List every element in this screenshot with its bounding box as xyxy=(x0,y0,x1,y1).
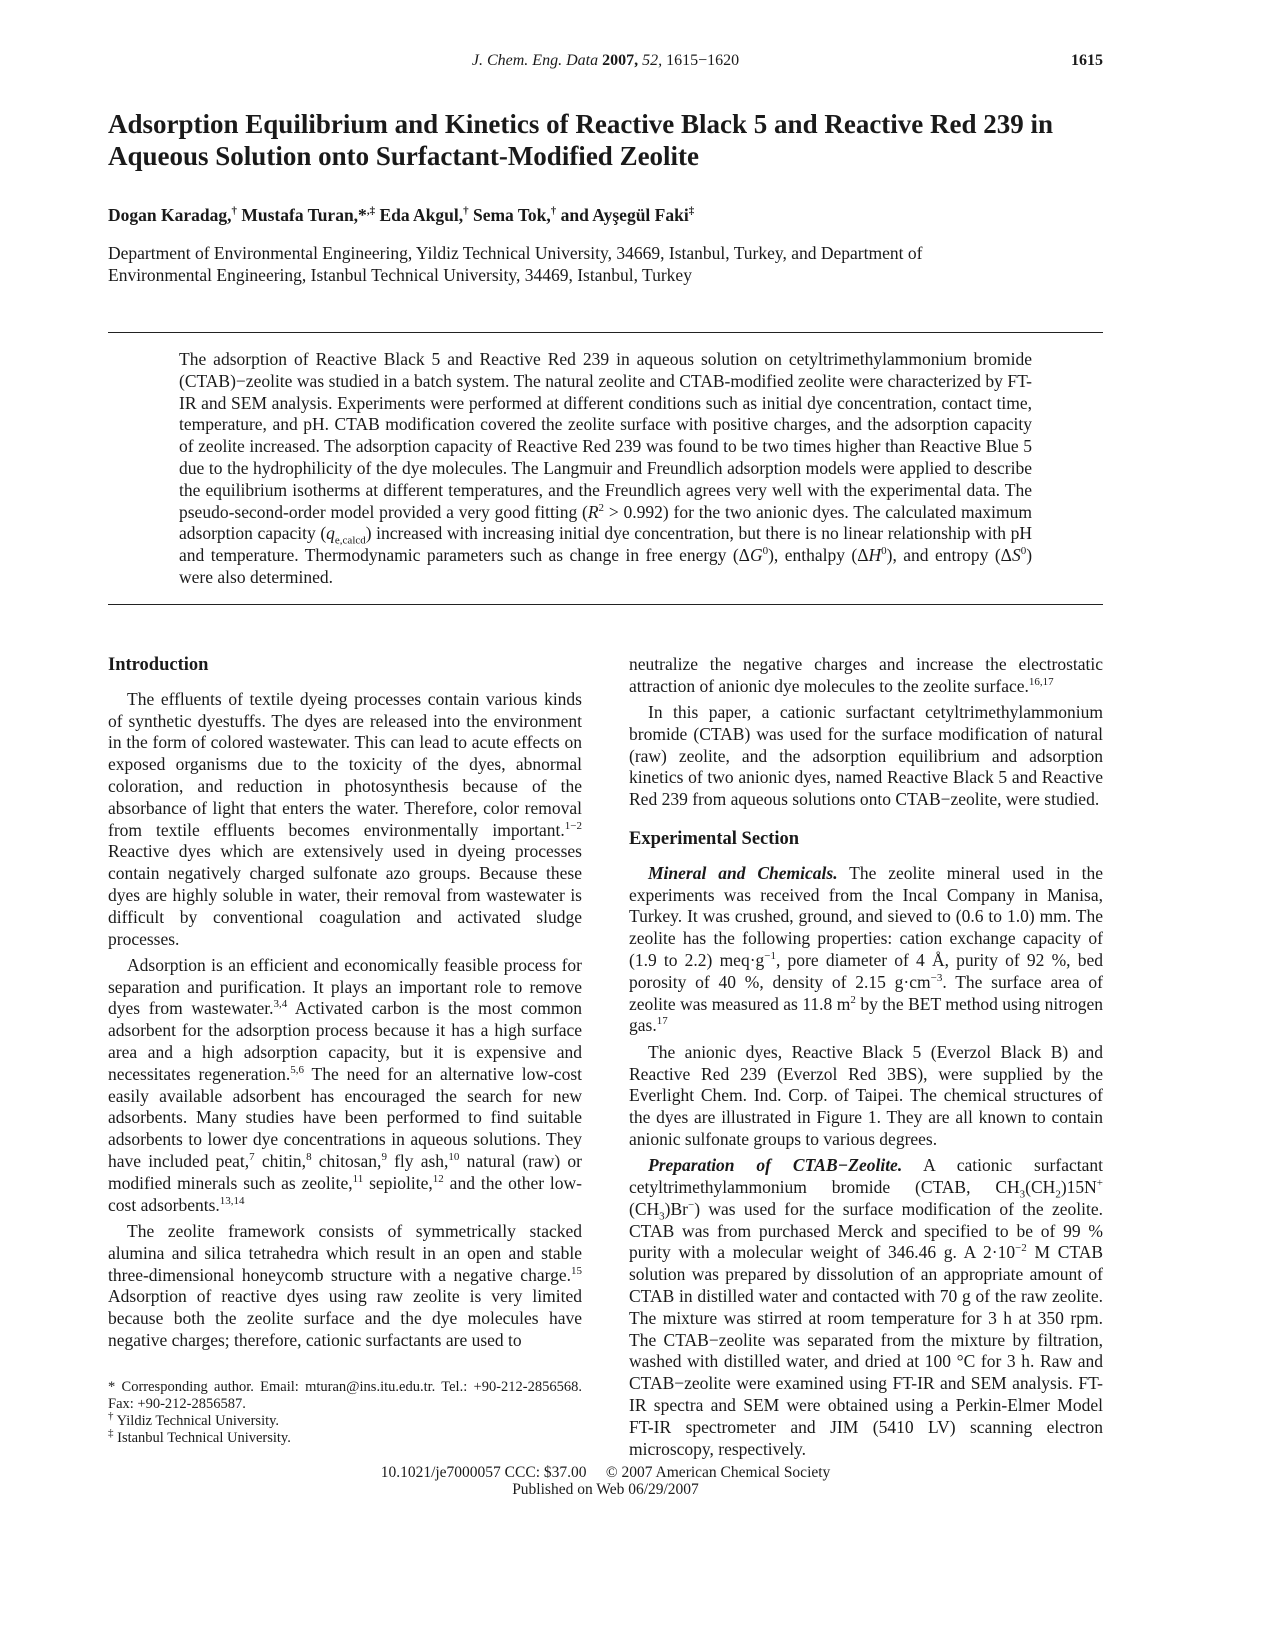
journal-name: J. Chem. Eng. Data xyxy=(471,52,599,69)
text-sup: 11 xyxy=(352,1173,364,1185)
paragraph: The effluents of textile dyeing processes contain various kinds of synthetic dyestuffs. The dyes are released into the environment in the form of colored wastewater. This can lead to acute effects on exposed organisms due to the toxicity of the dyes, abnormal coloration, and reduction in photosynthesis because of the absorbance of light that enters the water. Therefore, color removal from textile effluents becomes environmentally important.$^{1-2}$ Reactive dyes which are extensively used in dyeing processes contain negatively charged sulfonate azo groups. Because these dyes are highly soluble in water, their removal from wastewater is difficult by conventional coagulation and activated sludge processes. xyxy=(108,688,582,949)
text-i: H xyxy=(868,545,882,566)
text-sup: 0 xyxy=(762,545,769,558)
footnote-affiliation: † Yildiz Technical University. xyxy=(108,1410,280,1429)
copyright: © 2007 American Chemical Society xyxy=(605,1464,831,1481)
paragraph-lead-heading: Mineral and Chemicals. xyxy=(648,862,838,883)
published-date: Published on Web 06/29/2007 xyxy=(512,1481,699,1498)
footnote-corresponding: * Corresponding author. Email: mturan@ins.itu.edu.tr. Tel.: +90-212-2856568. Fax: +90-212-2856587. xyxy=(108,1379,582,1412)
paragraph: The zeolite framework consists of symmetrically stacked alumina and silica tetrahedra which result in an open and stable three-dimensional honeycomb structure with a negative charge.$^{15}$ Adsorption of reactive dyes using raw zeolite is very limited because both the zeolite surface and the dye molecules have negative charges; therefore, cationic surfactants are used to xyxy=(108,1220,582,1350)
text-sub: e,calcd xyxy=(334,534,366,547)
text-sup: ‡ xyxy=(108,1427,114,1440)
abstract: The adsorption of Reactive Black 5 and Reactive Red 239 in aqueous solution on cetyltrimethylammonium bromide (CTAB)−zeolite was studied in a batch system. The natural zeolite and CTAB-modified zeolite were characterized by FT-IR and SEM analysis. Experiments were performed at different conditions such as initial dye concentration, contact time, temperature, and pH. CTAB modification covered the zeolite surface with positive charges, and the adsorption capacity of zeolite increased. The adsorption capacity of Reactive Red 239 was found to be two times higher than Reactive Blue 5 due to the hydrophilicity of the dye molecules. The Langmuir and Freundlich adsorption models were applied to describe the equilibrium isotherms at different temperatures, and the Freundlich agrees very well with the experimental data. The pseudo-second-order model provided a very good fitting $(R^2 > 0.992)$ for the two anionic dyes. The calculated maximum adsorption capacity $(q_{e,calcd})$ increased with increasing initial dye concentration, but there is no linear relationship with pH and temperature. Thermodynamic parameters such as change in free energy $(\Delta G^0)$, enthalpy $(\Delta H^0)$, and entropy $(\Delta S^0)$ were also determined. xyxy=(179,349,1033,587)
paper-title: Adsorption Equilibrium and Kinetics of Reactive Black 5 and Reactive Red 239 in Aqueous Solution onto Surfactant-Modified Zeolite xyxy=(108,109,1054,171)
text-sup: 3,4 xyxy=(273,998,288,1011)
text-sup: 0 xyxy=(1020,545,1027,558)
text-sup: −2 xyxy=(1015,1242,1027,1255)
footnote-affiliation: ‡ Istanbul Technical University. xyxy=(108,1427,291,1446)
text-sup: 13,14 xyxy=(219,1194,245,1207)
running-header xyxy=(108,52,1103,70)
text-sup: −3 xyxy=(930,972,943,985)
author-list: Dogan Karadag,† Mustafa Turan,*,‡ Eda Akgul,† Sema Tok,† and Ayşegül Faki‡ xyxy=(108,205,695,225)
text-sup: 5,6 xyxy=(290,1064,305,1077)
divider xyxy=(108,604,1103,605)
paragraph: Mineral and Chemicals. The zeolite mineral used in the experiments was received from the Incal Company in Manisa, Turkey. It was crushed, ground, and sieved to (0.6 to 1.0) mm. The zeolite has the following properties: cation exchange capacity of (1.9 to 2.2) $meq\cdot g^{-1}$, pore diameter of 4 Å, purity of 92 %, bed porosity of 40 %, density of 2.15 $g\cdot cm^{-3}$. The surface area of zeolite was measured as 11.8 $m^2$ by the BET method using nitrogen gas.$^{17}$ xyxy=(629,862,1103,1036)
text-sup: 0 xyxy=(881,545,887,558)
text-sup: 2 xyxy=(850,993,856,1006)
text-sup: 9 xyxy=(381,1151,387,1164)
text-sup: † xyxy=(231,205,237,218)
text-sup: † xyxy=(550,205,557,218)
text-i: q xyxy=(326,523,335,544)
page-number: 1615 xyxy=(1071,52,1103,69)
text-sup: 16,17 xyxy=(1028,675,1054,688)
text-i: S xyxy=(1011,545,1021,566)
text-sub: 3 xyxy=(1019,1188,1026,1201)
paragraph: Adsorption is an efficient and economically feasible process for separation and purification. It plays an important role to remove dyes from wastewater.$^{3,4}$ Activated carbon is the most common adsorbent for the adsorption process because it has a high surface area and a high adsorption capacity, but it is expensive and necessitates regeneration.$^{5,6}$ The need for an alternative low-cost easily available adsorbent has encouraged the search for new adsorbents. Many studies have been performed to find suitable adsorbents to lower dye concentrations in aqueous solutions. They have included peat,$^7$ chitin,$^8$ chitosan,$^9$ fly ash,$^{10}$ natural (raw) or modified minerals such as zeolite,$^{11}$ sepiolite,$^{12}$ and the other low-cost adsorbents.$^{13,14}$ xyxy=(108,954,583,1215)
text-i: G xyxy=(749,545,763,566)
paragraph: In this paper, a cationic surfactant cetyltrimethylammonium bromide (CTAB) was used for the surface modification of natural (raw) zeolite, and the adsorption equilibrium and adsorption kinetics of two anionic dyes, named Reactive Black 5 and Reactive Red 239 from aqueous solutions onto CTAB−zeolite, were studied. xyxy=(629,702,1103,810)
text-sup: − xyxy=(687,1199,695,1211)
text-sup: −1 xyxy=(764,950,776,963)
text-sup: 15 xyxy=(571,1264,582,1277)
journal-pages: 1615−1620 xyxy=(666,52,740,69)
journal-volume: 52, xyxy=(642,52,663,69)
doi-price: 10.1021/je7000057 CCC: $37.00 xyxy=(380,1464,587,1481)
affiliation: Department of Environmental Engineering, Yildiz Technical University, 34669, Istanbul, Turkey, and Department of Environmental Engineering, Istanbul Technical University, 34469, Istanbul, Turkey xyxy=(108,243,923,285)
journal-year: 2007, xyxy=(602,52,639,69)
paragraph: neutralize the negative charges and increase the electrostatic attraction of anionic dye molecules to the zeolite surface.$^{16,17}$ xyxy=(629,654,1103,696)
text-sup: 7 xyxy=(249,1151,255,1164)
paragraph-lead-heading: Preparation of CTAB−Zeolite. xyxy=(648,1155,903,1176)
text-sup: 8 xyxy=(306,1151,312,1164)
text-sup: ‡ xyxy=(688,205,695,218)
section-heading-experimental: Experimental Section xyxy=(629,829,800,850)
section-heading-introduction: Introduction xyxy=(108,655,209,675)
text-sup: 2 xyxy=(598,501,605,514)
text-i: R xyxy=(587,501,599,522)
text-sup: + xyxy=(1096,1177,1103,1190)
text-sub: 2 xyxy=(1055,1188,1061,1201)
left-column xyxy=(108,655,582,1356)
right-column xyxy=(629,654,1103,1465)
text-sup: 12 xyxy=(432,1173,444,1185)
paragraph: The anionic dyes, Reactive Black 5 (Everzol Black B) and Reactive Red 239 (Everzol Red 3BS), were supplied by the Everlight Chem. Ind. Corp. of Taipei. The chemical structures of the dyes are illustrated in Figure 1. They are all known to contain anionic sulfonate groups to various degrees. xyxy=(629,1041,1103,1149)
text-sup: † xyxy=(108,1410,114,1423)
text-sub: 3 xyxy=(659,1210,665,1223)
text-sup: ,‡ xyxy=(366,205,376,218)
text-sup: 17 xyxy=(656,1015,668,1028)
text-sup: † xyxy=(463,205,469,218)
text-sup: 1−2 xyxy=(564,819,582,832)
page-footer xyxy=(108,1464,1103,1498)
paragraph: Preparation of CTAB−Zeolite. A cationic surfactant cetyltrimethylammonium bromide (CTAB, $CH_3(CH_2)15N^+(CH_3)Br^-$) was used for the surface modification of the zeolite. CTAB was from purchased Merck and specified to be of 99 % purity with a molecular weight of 346.46 g. A $2\cdot 10^{-2}$ M CTAB solution was prepared by dissolution of an appropriate amount of CTAB in distilled water and contacted with 70 g of the raw zeolite. The mixture was stirred at room temperature for 3 h at 350 rpm. The CTAB−zeolite was separated from the mixture by filtration, washed with distilled water, and dried at 100 °C for 3 h. Raw and CTAB−zeolite were examined using FT-IR and SEM analysis. FT-IR spectra and SEM were obtained using a Perkin-Elmer Model FT-IR spectrometer and JIM (5410 LV) scanning electron microscopy, respectively. xyxy=(629,1155,1104,1459)
footnotes xyxy=(108,1379,582,1447)
text-sup: 10 xyxy=(448,1151,460,1164)
divider xyxy=(108,332,1103,333)
